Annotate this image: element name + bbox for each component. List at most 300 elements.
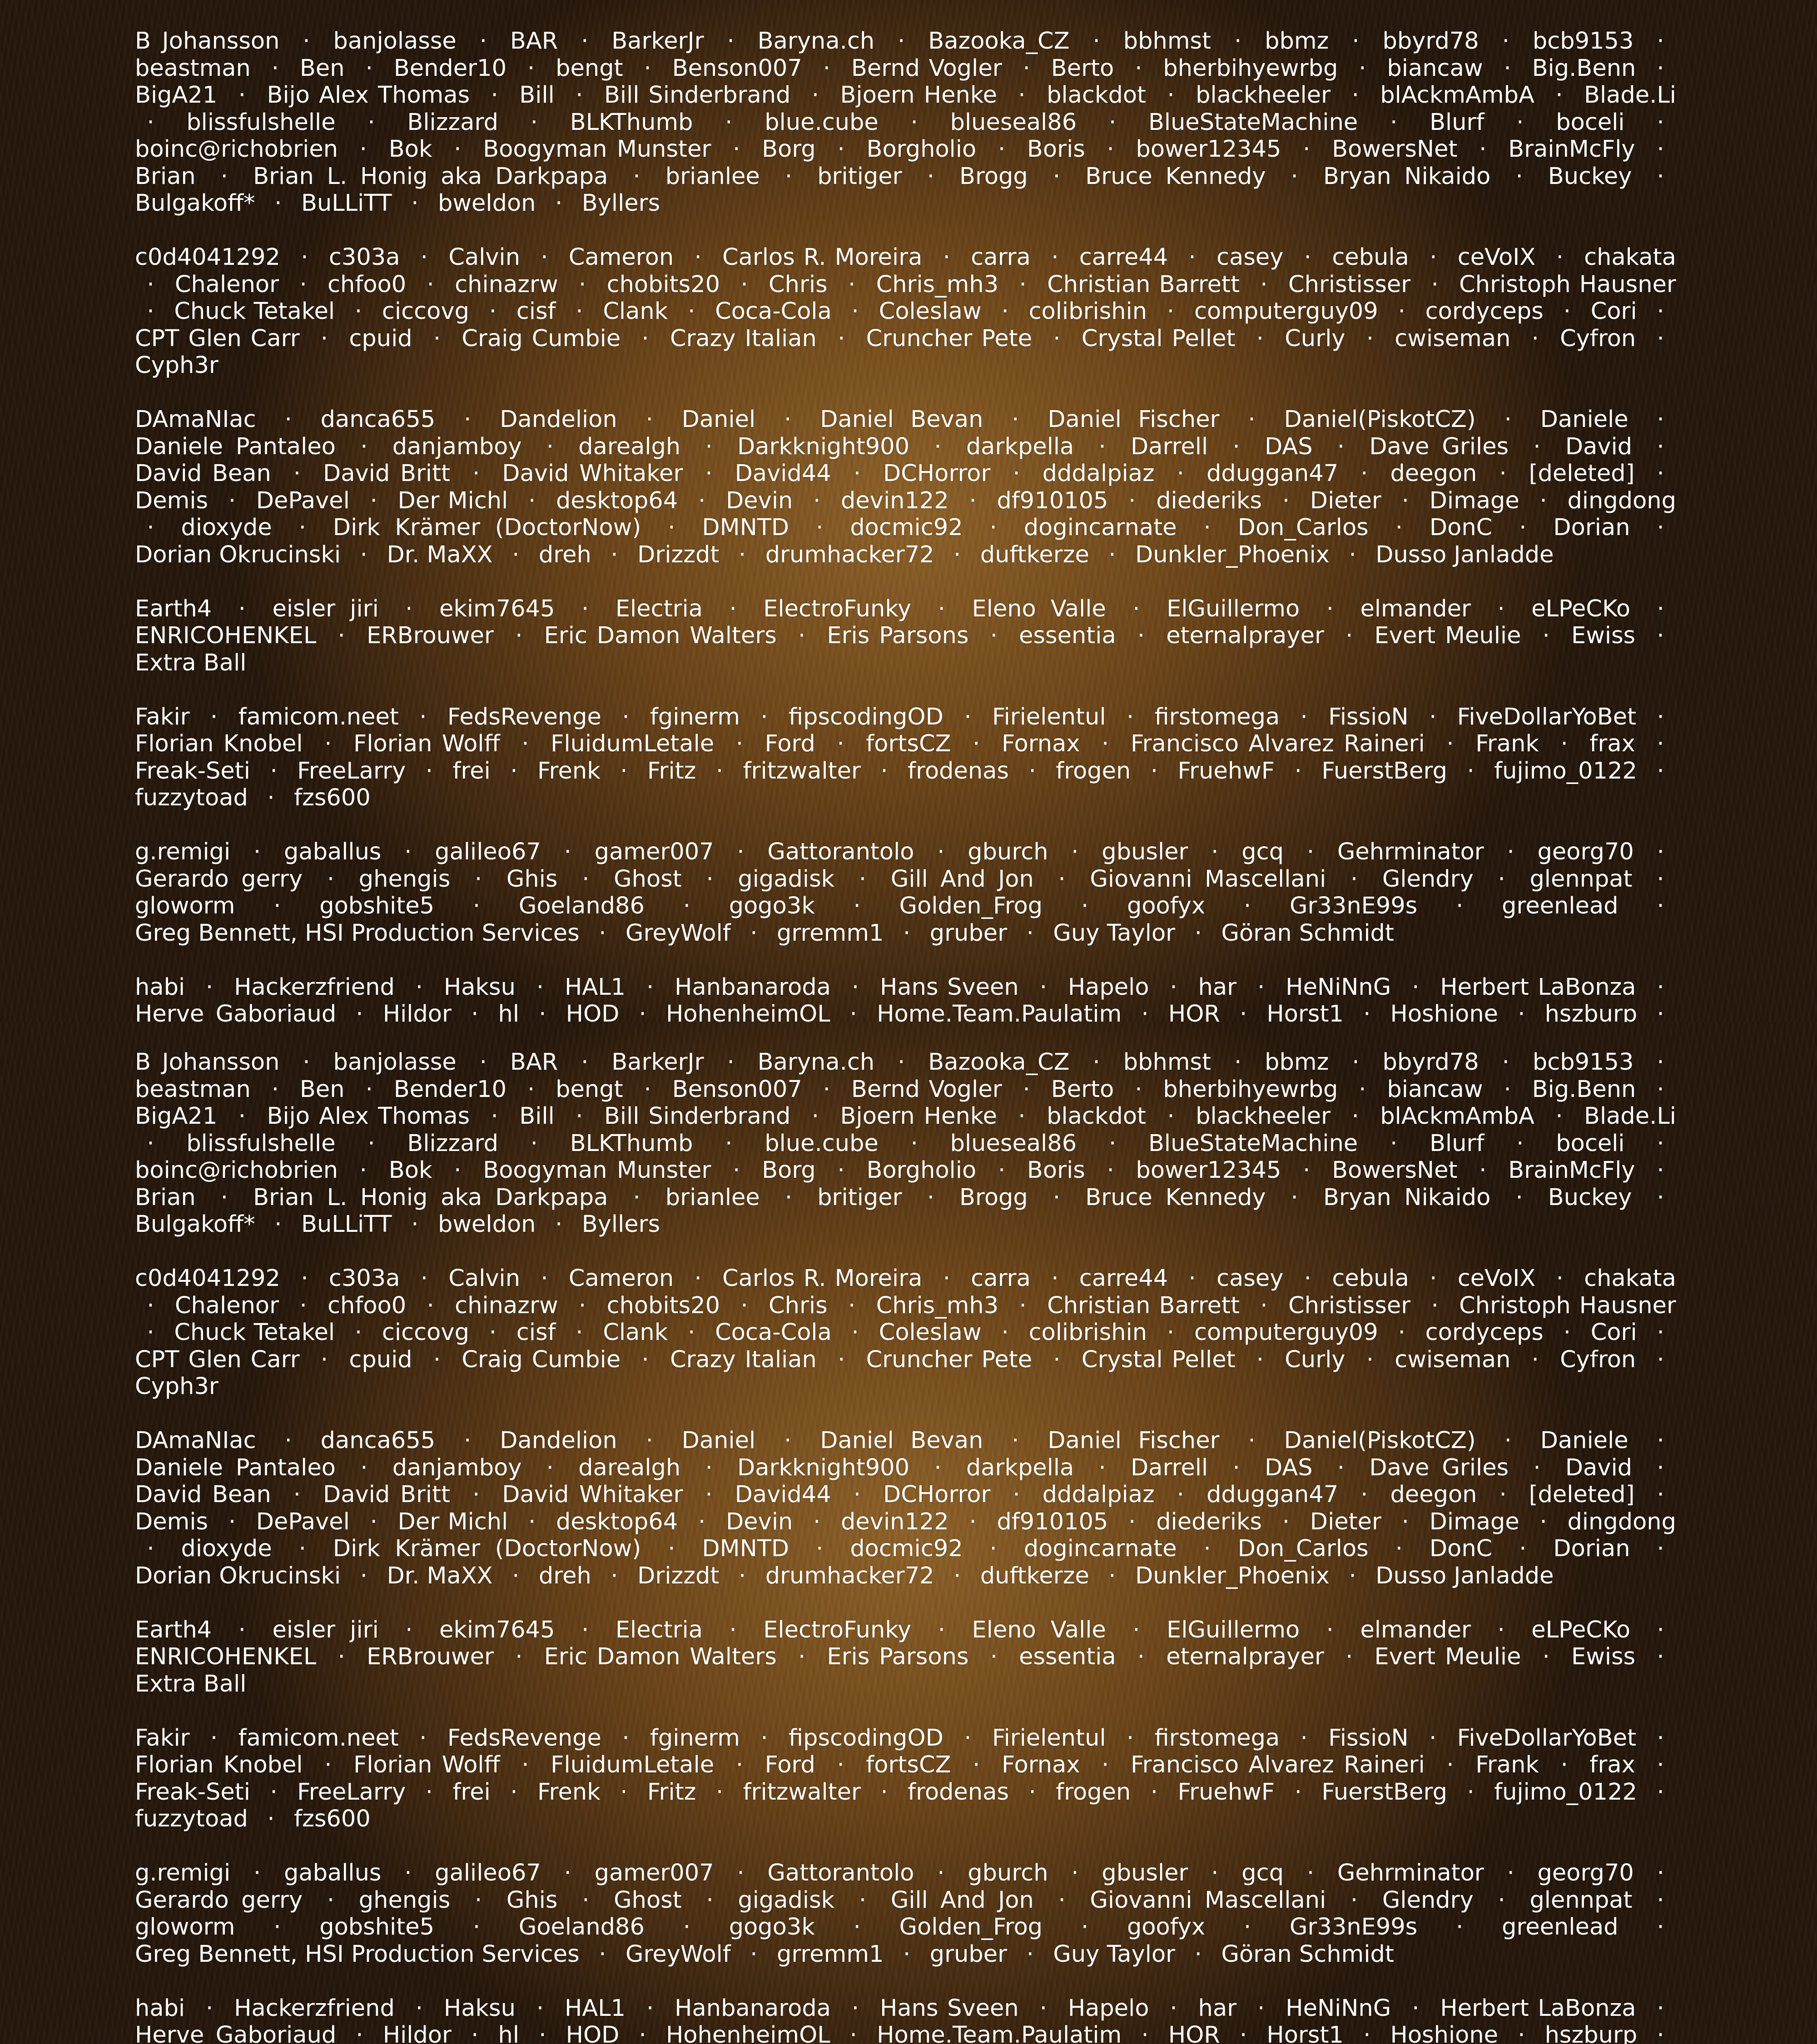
- contributor-name: c0d4041292: [135, 244, 280, 271]
- contributor-name: Glendry: [1382, 1887, 1474, 1914]
- separator-dot-icon: ·: [1645, 1751, 1676, 1779]
- contributor-name: Blurf: [1430, 109, 1484, 136]
- contributor-name: Chalenor: [175, 1292, 279, 1319]
- separator-dot-icon: ·: [500, 541, 531, 569]
- separator-dot-icon: ·: [510, 730, 541, 758]
- separator-dot-icon: ·: [135, 1292, 166, 1320]
- separator-dot-icon: ·: [527, 1001, 558, 1022]
- separator-dot-icon: ·: [262, 893, 293, 920]
- contributor-name: Eleno Valle: [972, 595, 1106, 622]
- separator-dot-icon: ·: [721, 1157, 752, 1184]
- contributor-name: Eleno Valle: [972, 1617, 1106, 1643]
- contributor-name: Clank: [603, 1319, 668, 1346]
- separator-dot-icon: ·: [1039, 1265, 1071, 1292]
- contributor-name: Bryan Nikaido: [1323, 163, 1490, 190]
- separator-dot-icon: ·: [289, 1265, 320, 1292]
- separator-dot-icon: ·: [289, 244, 320, 271]
- contributor-name: galileo67: [435, 1860, 541, 1886]
- separator-dot-icon: ·: [942, 541, 973, 569]
- separator-dot-icon: ·: [1087, 1454, 1118, 1482]
- contributor-name: Chalenor: [175, 271, 279, 298]
- separator-dot-icon: ·: [1340, 1103, 1371, 1130]
- contributor-name: Don_Carlos: [1238, 514, 1369, 541]
- contributor-name: BuLLiTT: [301, 1211, 392, 1238]
- separator-dot-icon: ·: [1006, 82, 1038, 109]
- contributor-name: gcq: [1241, 838, 1284, 865]
- contributor-name: Devin: [726, 1508, 793, 1535]
- separator-dot-icon: ·: [326, 1643, 357, 1671]
- contributor-name: Byllers: [582, 190, 660, 217]
- separator-dot-icon: ·: [1645, 1914, 1676, 1941]
- contributor-name: georg70: [1538, 838, 1634, 865]
- contributor-name: dddalpiaz: [1043, 460, 1155, 487]
- contributor-name: FruehwF: [1178, 758, 1275, 784]
- contributor-name: bcb9153: [1533, 1049, 1634, 1076]
- contributor-name: Francisco Alvarez Raineri: [1131, 1751, 1425, 1778]
- separator-dot-icon: ·: [1645, 163, 1676, 190]
- contributor-name: Daniel Fischer: [1048, 1427, 1219, 1454]
- contributor-name: DCHorror: [883, 460, 991, 487]
- separator-dot-icon: ·: [288, 271, 319, 298]
- contributor-name: David Whitaker: [502, 1481, 683, 1508]
- separator-dot-icon: ·: [1295, 1860, 1326, 1887]
- contributor-name: Fakir: [135, 1725, 190, 1751]
- separator-dot-icon: ·: [209, 1184, 240, 1211]
- contributor-name: Bijo Alex Thomas: [267, 82, 470, 109]
- separator-dot-icon: ·: [694, 866, 725, 893]
- contributor-name: Hanbanaroda: [675, 974, 831, 1001]
- contributor-name: David Bean: [135, 1481, 271, 1508]
- separator-dot-icon: ·: [564, 82, 595, 109]
- separator-dot-icon: ·: [825, 730, 856, 758]
- separator-dot-icon: ·: [477, 298, 508, 325]
- separator-dot-icon: ·: [1129, 1001, 1161, 1022]
- separator-dot-icon: ·: [534, 433, 566, 461]
- contributor-name: gaballus: [284, 1860, 381, 1886]
- contributor-name: Ewiss: [1571, 622, 1635, 649]
- separator-dot-icon: ·: [516, 1076, 547, 1103]
- separator-dot-icon: ·: [1182, 920, 1214, 947]
- separator-dot-icon: ·: [804, 514, 835, 541]
- contributor-name: Daniele Pantaleo: [135, 433, 336, 460]
- contributor-name: gruber: [930, 920, 1007, 947]
- contributor-name: Goeland86: [519, 1914, 645, 1940]
- separator-dot-icon: ·: [1271, 1508, 1302, 1536]
- separator-dot-icon: ·: [1645, 622, 1676, 650]
- separator-dot-icon: ·: [841, 1914, 873, 1941]
- contributor-name: Fakir: [135, 704, 190, 730]
- separator-dot-icon: ·: [343, 298, 374, 325]
- separator-dot-icon: ·: [1551, 1319, 1583, 1346]
- separator-dot-icon: ·: [1400, 974, 1431, 1001]
- contributor-name: David Britt: [323, 460, 450, 487]
- contributor-name: FuerstBerg: [1321, 758, 1447, 784]
- separator-dot-icon: ·: [627, 1001, 658, 1022]
- separator-dot-icon: ·: [1521, 433, 1553, 461]
- separator-dot-icon: ·: [1081, 1049, 1112, 1076]
- contributor-name: diederiks: [1156, 1508, 1262, 1535]
- contributor-name: Boogyman Munster: [483, 136, 711, 163]
- separator-dot-icon: ·: [800, 1103, 831, 1130]
- separator-dot-icon: ·: [610, 704, 641, 731]
- contributor-name: ERBrouwer: [367, 1643, 494, 1670]
- separator-dot-icon: ·: [326, 622, 357, 650]
- contributor-name: drumhacker72: [765, 541, 934, 568]
- contributor-name: Boogyman Munster: [483, 1157, 711, 1184]
- separator-dot-icon: ·: [288, 1292, 319, 1320]
- contributor-name: Dusso Janladde: [1375, 1563, 1554, 1589]
- contributor-name: carra: [971, 244, 1031, 271]
- separator-dot-icon: ·: [1645, 1049, 1676, 1076]
- contributor-name: Daniele: [1540, 1427, 1628, 1454]
- separator-dot-icon: ·: [1349, 460, 1380, 487]
- separator-dot-icon: ·: [978, 622, 1009, 650]
- separator-dot-icon: ·: [353, 55, 385, 82]
- contributor-name: Brian L. Honig aka Darkpapa: [253, 163, 608, 190]
- separator-dot-icon: ·: [1069, 893, 1101, 920]
- separator-dot-icon: ·: [1014, 920, 1046, 947]
- contributor-name: brianlee: [665, 1184, 760, 1211]
- separator-dot-icon: ·: [1551, 298, 1583, 325]
- separator-dot-icon: ·: [1645, 1157, 1676, 1184]
- separator-dot-icon: ·: [610, 1725, 641, 1752]
- contributor-name: eisler jiri: [272, 1617, 378, 1643]
- contributor-name: Bruce Kennedy: [1085, 163, 1266, 190]
- separator-dot-icon: ·: [1017, 1779, 1048, 1806]
- contributor-name: Evert Meulie: [1374, 622, 1521, 649]
- contributor-name: Daniel Fischer: [1048, 406, 1219, 433]
- contributor-name: beastman: [135, 55, 251, 82]
- contributor-name: HAL1: [565, 974, 626, 1001]
- contributor-name: Cyfron: [1560, 1346, 1636, 1373]
- separator-dot-icon: ·: [1645, 28, 1676, 55]
- contributor-name: carre44: [1079, 244, 1168, 271]
- contributor-name: dioxyde: [181, 1535, 272, 1562]
- separator-dot-icon: ·: [599, 1563, 630, 1590]
- separator-dot-icon: ·: [630, 325, 661, 352]
- contributor-name: bengt: [556, 55, 623, 82]
- separator-dot-icon: ·: [135, 109, 166, 136]
- contributor-name: elmander: [1360, 1617, 1471, 1643]
- separator-dot-icon: ·: [1039, 244, 1071, 271]
- contributor-name: ERBrouwer: [367, 622, 494, 649]
- contributor-name: bweldon: [438, 1211, 536, 1238]
- separator-dot-icon: ·: [1001, 1481, 1032, 1508]
- separator-dot-icon: ·: [1645, 974, 1676, 1001]
- separator-dot-icon: ·: [931, 244, 962, 271]
- contributor-name: Glendry: [1382, 866, 1474, 893]
- separator-dot-icon: ·: [1221, 433, 1252, 461]
- separator-dot-icon: ·: [1246, 1995, 1277, 2022]
- separator-dot-icon: ·: [217, 487, 248, 515]
- separator-dot-icon: ·: [693, 1454, 725, 1482]
- separator-dot-icon: ·: [1645, 1454, 1676, 1482]
- separator-dot-icon: ·: [461, 1914, 492, 1941]
- separator-dot-icon: ·: [518, 1130, 550, 1157]
- contributor-name: Gehrminator: [1337, 838, 1484, 865]
- separator-dot-icon: ·: [408, 244, 440, 271]
- contributor-name: Crazy Italian: [670, 325, 817, 352]
- contributor-name: g.remigi: [135, 838, 230, 865]
- separator-dot-icon: ·: [564, 1319, 595, 1346]
- contributor-name: firstomega: [1155, 704, 1280, 730]
- separator-dot-icon: ·: [630, 1346, 661, 1374]
- contributor-name: Eric Damon Walters: [544, 1643, 777, 1670]
- separator-dot-icon: ·: [694, 1887, 725, 1914]
- separator-dot-icon: ·: [1334, 622, 1365, 650]
- contributor-name: Demis: [135, 1508, 208, 1535]
- contributor-name: Earth4: [135, 595, 212, 622]
- separator-dot-icon: ·: [1645, 1001, 1676, 1022]
- contributor-name: frax: [1589, 730, 1635, 757]
- contributor-name: eternalprayer: [1166, 1643, 1324, 1670]
- contributor-name: Bazooka_CZ: [928, 28, 1069, 55]
- separator-dot-icon: ·: [358, 487, 389, 515]
- contributor-name: ElectroFunky: [763, 595, 911, 622]
- separator-dot-icon: ·: [671, 1914, 702, 1941]
- separator-dot-icon: ·: [1645, 1481, 1676, 1508]
- contributor-name: Christisser: [1288, 271, 1410, 298]
- separator-dot-icon: ·: [1519, 1346, 1551, 1374]
- contributor-name: goofyx: [1127, 1914, 1205, 1940]
- contributor-name: Christian Barrett: [1047, 1292, 1240, 1319]
- separator-dot-icon: ·: [1339, 1887, 1370, 1914]
- contributor-name: Hanbanaroda: [675, 1995, 831, 2022]
- separator-dot-icon: ·: [891, 1941, 923, 1968]
- separator-dot-icon: ·: [1236, 406, 1267, 433]
- separator-dot-icon: ·: [1334, 1643, 1365, 1671]
- contributor-name: danjamboy: [392, 1454, 522, 1481]
- separator-dot-icon: ·: [1645, 1995, 1676, 2022]
- separator-dot-icon: ·: [461, 1481, 492, 1508]
- separator-dot-icon: ·: [1528, 487, 1559, 515]
- separator-dot-icon: ·: [671, 893, 702, 920]
- separator-dot-icon: ·: [1645, 406, 1676, 433]
- contributor-name: Ghost: [614, 866, 682, 893]
- separator-dot-icon: ·: [1115, 1725, 1146, 1752]
- separator-dot-icon: ·: [1417, 1725, 1449, 1752]
- contributor-name: Herbert LaBonza: [1440, 974, 1636, 1001]
- contributor-name: Baryna.ch: [758, 28, 875, 55]
- contributor-name: ElectroFunky: [763, 1617, 911, 1643]
- contributor-name: britiger: [817, 163, 902, 190]
- contributor-name: Benson007: [672, 55, 802, 82]
- contributor-name: bengt: [556, 1076, 623, 1103]
- contributor-name: Fritz: [647, 1779, 696, 1806]
- separator-dot-icon: ·: [738, 920, 769, 947]
- contributor-name: Cameron: [569, 244, 674, 271]
- separator-dot-icon: ·: [804, 1535, 835, 1563]
- contributor-name: Florian Knobel: [135, 1751, 303, 1778]
- contributor-name: banjolasse: [333, 1049, 457, 1076]
- contributor-name: Christisser: [1288, 1292, 1410, 1319]
- separator-dot-icon: ·: [1158, 1995, 1189, 2022]
- separator-dot-icon: ·: [1155, 82, 1187, 109]
- contributor-name: desktop64: [556, 487, 678, 514]
- separator-dot-icon: ·: [715, 28, 746, 55]
- separator-dot-icon: ·: [1645, 1725, 1676, 1752]
- separator-dot-icon: ·: [135, 271, 166, 298]
- separator-dot-icon: ·: [727, 541, 758, 569]
- separator-dot-icon: ·: [1645, 514, 1676, 541]
- separator-dot-icon: ·: [634, 406, 665, 433]
- contributor-name: Electria: [616, 1617, 703, 1643]
- separator-dot-icon: ·: [570, 866, 601, 893]
- separator-dot-icon: ·: [527, 2022, 558, 2044]
- separator-dot-icon: ·: [1115, 704, 1146, 731]
- separator-dot-icon: ·: [1351, 1001, 1383, 1022]
- separator-dot-icon: ·: [961, 730, 992, 758]
- separator-dot-icon: ·: [315, 866, 347, 893]
- separator-dot-icon: ·: [1645, 433, 1676, 461]
- contributor-name: boinc@richobrien: [135, 1157, 338, 1184]
- separator-dot-icon: ·: [1486, 866, 1517, 893]
- contributor-name: blueseal86: [950, 109, 1077, 136]
- separator-dot-icon: ·: [682, 1265, 714, 1292]
- separator-dot-icon: ·: [1041, 1184, 1072, 1211]
- separator-dot-icon: ·: [1007, 1292, 1038, 1320]
- contributor-name: Ghost: [614, 1887, 682, 1914]
- separator-dot-icon: ·: [313, 730, 344, 758]
- contributor-name: Dr. MaXX: [387, 541, 492, 568]
- contributor-name: Gehrminator: [1337, 1860, 1484, 1886]
- contributor-name: Der Michl: [398, 487, 508, 514]
- separator-dot-icon: ·: [635, 974, 666, 1001]
- contributor-name: Christoph Hausner: [1459, 271, 1676, 298]
- contributor-name: Hackerzfriend: [234, 974, 395, 1001]
- contributor-name: blAckmAmbA: [1380, 1103, 1534, 1130]
- separator-dot-icon: ·: [715, 1049, 746, 1076]
- separator-dot-icon: ·: [543, 190, 575, 217]
- separator-dot-icon: ·: [1347, 55, 1378, 82]
- separator-dot-icon: ·: [1337, 1563, 1368, 1590]
- contributor-name: blueseal86: [950, 1130, 1077, 1157]
- separator-dot-icon: ·: [518, 109, 550, 136]
- separator-dot-icon: ·: [847, 1887, 879, 1914]
- separator-dot-icon: ·: [1506, 1001, 1537, 1022]
- contributor-name: Calvin: [448, 244, 520, 271]
- contributor-name: Bruce Kennedy: [1085, 1184, 1266, 1211]
- separator-dot-icon: ·: [632, 55, 663, 82]
- separator-dot-icon: ·: [1530, 1643, 1562, 1671]
- separator-dot-icon: ·: [258, 1779, 289, 1806]
- contributor-name: FreeLarry: [297, 1779, 406, 1806]
- contributor-name: essentia: [1019, 1643, 1116, 1670]
- separator-dot-icon: ·: [525, 1995, 556, 2022]
- contributor-name: cebula: [1332, 244, 1409, 271]
- contributor-name: Dirk Krämer (DoctorNow): [333, 514, 641, 541]
- separator-dot-icon: ·: [291, 1049, 322, 1076]
- contributor-name: Golden_Frog: [899, 893, 1043, 919]
- separator-dot-icon: ·: [564, 298, 595, 325]
- separator-dot-icon: ·: [1347, 1076, 1378, 1103]
- contributor-name: bower12345: [1136, 136, 1281, 163]
- separator-dot-icon: ·: [1090, 730, 1121, 758]
- separator-dot-icon: ·: [570, 1617, 601, 1644]
- separator-dot-icon: ·: [1177, 244, 1208, 271]
- contributor-name: Demis: [135, 487, 208, 514]
- contributor-name: Dandelion: [500, 1427, 617, 1454]
- separator-dot-icon: ·: [729, 1292, 760, 1320]
- contributor-name: gogo3k: [729, 893, 815, 919]
- contributor-name: frogen: [1056, 1779, 1131, 1806]
- contributor-name: ceVoIX: [1458, 244, 1536, 271]
- separator-dot-icon: ·: [847, 866, 879, 893]
- contributor-name: dreh: [539, 541, 591, 568]
- separator-dot-icon: ·: [891, 920, 923, 947]
- separator-dot-icon: ·: [309, 1346, 340, 1374]
- contributor-name: df910105: [997, 487, 1108, 514]
- contributor-name: fzs600: [294, 784, 371, 811]
- contributor-name: Drizzdt: [637, 1563, 719, 1589]
- separator-dot-icon: ·: [570, 595, 601, 623]
- contributor-name: blackheeler: [1196, 82, 1330, 109]
- contributor-name: diederiks: [1156, 487, 1262, 514]
- contributor-name: Berto: [1051, 55, 1114, 82]
- contributor-name: Dorian Okrucinski: [135, 541, 341, 568]
- contributor-name: GreyWolf: [626, 920, 731, 947]
- separator-dot-icon: ·: [217, 1508, 248, 1536]
- separator-dot-icon: ·: [801, 1508, 833, 1536]
- separator-dot-icon: ·: [1191, 514, 1223, 541]
- separator-dot-icon: ·: [1486, 1887, 1517, 1914]
- separator-dot-icon: ·: [1199, 838, 1231, 866]
- contributor-name: chinazrw: [455, 1292, 558, 1319]
- separator-dot-icon: ·: [348, 1157, 379, 1184]
- separator-dot-icon: ·: [309, 325, 340, 352]
- separator-dot-icon: ·: [1011, 55, 1042, 82]
- contributor-name: Don_Carlos: [1238, 1535, 1369, 1562]
- contributor-name: Bulgakoff*: [135, 190, 255, 217]
- contributor-name: Chris_mh3: [876, 271, 999, 298]
- separator-dot-icon: ·: [869, 758, 900, 785]
- contributor-name: gloworm: [135, 893, 235, 919]
- contributor-name: Fornax: [1002, 730, 1080, 757]
- separator-dot-icon: ·: [552, 1860, 583, 1887]
- contributor-name: Berto: [1051, 1076, 1114, 1103]
- contributor-name: cwiseman: [1395, 325, 1510, 352]
- contributor-name: Darkknight900: [737, 1454, 909, 1481]
- separator-dot-icon: ·: [1028, 974, 1059, 1001]
- separator-dot-icon: ·: [978, 1535, 1009, 1563]
- separator-dot-icon: ·: [1504, 163, 1535, 190]
- contributor-name: Bryan Nikaido: [1323, 1184, 1490, 1211]
- separator-dot-icon: ·: [1495, 1860, 1526, 1887]
- separator-dot-icon: ·: [1504, 1184, 1535, 1211]
- separator-dot-icon: ·: [226, 1617, 258, 1644]
- contributor-name: BAR: [510, 1049, 558, 1076]
- contributor-name: dddalpiaz: [1043, 1481, 1155, 1508]
- contributor-name: DAmaNIac: [135, 1427, 256, 1454]
- contributor-name: CPT Glen Carr: [135, 325, 300, 352]
- contributor-name: Greg Bennett, HSI Production Services: [135, 1941, 580, 1968]
- contributor-name: Big.Benn: [1532, 1076, 1636, 1103]
- contributor-name: GreyWolf: [626, 1941, 731, 1968]
- separator-dot-icon: ·: [503, 622, 535, 650]
- contributor-name: Blade.Li: [1584, 82, 1676, 109]
- separator-dot-icon: ·: [467, 1049, 499, 1076]
- separator-dot-icon: ·: [348, 136, 379, 163]
- contributor-name: CPT Glen Carr: [135, 1346, 300, 1373]
- separator-dot-icon: ·: [422, 325, 453, 352]
- separator-dot-icon: ·: [1041, 1346, 1072, 1374]
- contributor-name: devin122: [841, 1508, 949, 1535]
- separator-dot-icon: ·: [989, 298, 1021, 325]
- separator-dot-icon: ·: [255, 1806, 287, 1833]
- separator-dot-icon: ·: [479, 82, 510, 109]
- contributor-name: Frenk: [537, 1779, 601, 1806]
- separator-dot-icon: ·: [922, 1454, 953, 1482]
